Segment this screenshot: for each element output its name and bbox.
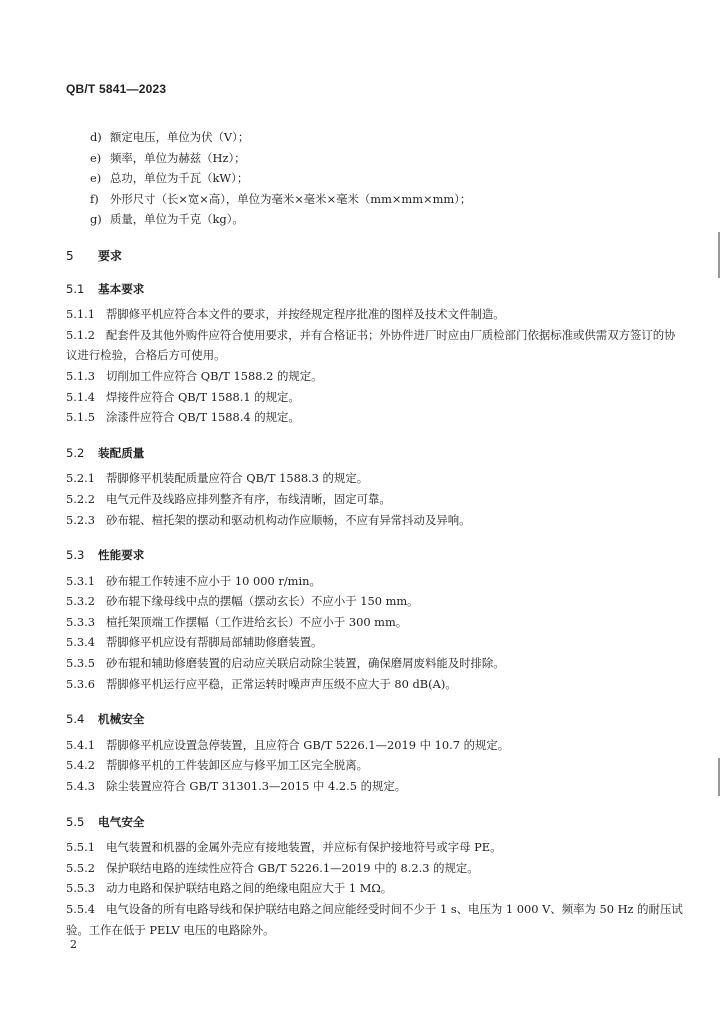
clause — [66, 632, 686, 653]
clause-number: 5.1.1 — [66, 307, 95, 322]
clause-number: 5.3.3 — [66, 614, 95, 629]
subsection-number: 5.3 — [66, 548, 85, 563]
clause — [66, 837, 686, 858]
clause-text: 切削加工件应符合 QB/T 1588.2 的规定。 — [106, 368, 323, 383]
subsection-title: 电气安全 — [98, 814, 145, 829]
clause-text: 帮脚修平机应设有帮脚局部辅助修磨装置。 — [106, 635, 323, 650]
scan-edge-mark — [718, 232, 720, 278]
subsection-title: 基本要求 — [98, 281, 145, 296]
section-heading — [66, 246, 686, 267]
subsection-heading — [66, 545, 686, 566]
subsection-title: 装配质量 — [98, 445, 145, 460]
subsection-number: 5.5 — [66, 814, 85, 829]
clause-text: 焊接件应符合 QB/T 1588.1 的规定。 — [106, 389, 300, 404]
clause-text: 帮脚修平机装配质量应符合 QB/T 1588.3 的规定。 — [106, 471, 369, 486]
clause — [66, 858, 686, 879]
subsection-heading — [66, 812, 686, 833]
subsection-title: 性能要求 — [98, 548, 145, 563]
clause-text: 帮脚修平机的工件装卸区应与修平加工区完全脱离。 — [106, 758, 368, 773]
list-marker: d) — [90, 130, 102, 144]
clause-number: 5.1.4 — [66, 389, 95, 404]
clause-number: 5.3.2 — [66, 594, 95, 609]
clause-text: 砂布辊、楦托架的摆动和驱动机构动作应顺畅，不应有异常抖动及异响。 — [106, 512, 471, 527]
clause — [66, 776, 686, 797]
list-marker: g) — [90, 212, 102, 227]
section-gap — [66, 694, 686, 704]
clause — [66, 468, 686, 489]
clause-number: 5.4.1 — [66, 737, 95, 752]
clause-text: 砂布辊和辅助修磨装置的启动应关联启动除尘装置，确保磨屑废料能及时排除。 — [106, 656, 505, 671]
clause-text: 动力电路和保护联结电路之间的绝缘电阻应大于 1 MΩ。 — [106, 881, 393, 896]
clause-number: 5.5.4 — [66, 902, 95, 916]
clause — [66, 387, 686, 408]
subsection-number: 5.1 — [66, 281, 85, 296]
subsection-heading — [66, 443, 686, 464]
clause-text: 配套件及其他外购件应符合使用要求，并有合格证书；外协件进厂时应由厂质检部门依据标准或供需双方签订的协议进行检验，合格后方可使用。 — [66, 327, 676, 363]
subsection-heading — [66, 279, 686, 300]
clause-text: 帮脚修平机运行应平稳，正常运转时噪声声压级不应大于 80 dB(A)。 — [106, 676, 457, 691]
list-text: 外形尺寸（长×宽×高），单位为毫米×毫米×毫米（mm×mm×mm）； — [110, 191, 472, 206]
clause-number: 5.1.5 — [66, 410, 95, 425]
subsection-number: 5.4 — [66, 712, 85, 727]
clause-text: 除尘装置应符合 GB/T 31301.3—2015 中 4.2.5 的规定。 — [106, 779, 407, 794]
clause-number: 5.2.2 — [66, 491, 95, 506]
list-marker: e) — [90, 150, 102, 165]
page-number: 2 — [70, 938, 77, 951]
clause-number: 5.1.2 — [66, 327, 95, 342]
section-gap — [66, 797, 686, 807]
clause-text: 电气元件及线路应排列整齐有序，布线清晰，固定可靠。 — [106, 491, 391, 506]
clause-number: 5.3.4 — [66, 635, 95, 650]
clause — [66, 591, 686, 612]
clause-text: 电气设备的所有电路导线和保护联结电路之间应能经受时间不少于 1 s、电压为 1 000 V、频率为 50 Hz 的耐压试验。工作在低于 PELV 电压的电路除外。 — [66, 902, 683, 937]
clause — [66, 510, 686, 531]
clause — [66, 878, 686, 899]
clause-text: 电气装置和机器的金属外壳应有接地装置，并应标有保护接地符号或字母 PE。 — [106, 840, 502, 855]
list — [66, 127, 686, 230]
clause — [66, 407, 686, 428]
clause-text: 帮脚修平机应符合本文件的要求，并按经规定程序批准的图样及技术文件制造。 — [106, 307, 505, 322]
clause — [66, 755, 686, 776]
list-text: 质量，单位为千克（kg）。 — [110, 212, 244, 227]
clause-number: 5.2.1 — [66, 471, 95, 486]
section-number: 5 — [66, 248, 74, 263]
clause — [66, 571, 686, 592]
list-text: 总功，单位为千瓦（kW）； — [110, 171, 249, 186]
clause — [66, 612, 686, 633]
clause-number: 5.5.1 — [66, 840, 95, 855]
clause — [66, 325, 686, 366]
subsection-number: 5.2 — [66, 445, 85, 460]
clause-text: 保护联结电路的连续性应符合 GB/T 5226.1—2019 中的 8.2.3 的规定。 — [106, 860, 479, 875]
document-body — [66, 127, 686, 940]
clause — [66, 489, 686, 510]
clause-text: 砂布辊工作转速不应小于 10 000 r/min。 — [106, 573, 321, 588]
section-title: 要求 — [98, 248, 123, 263]
list-text: 频率，单位为赫兹（Hz）； — [110, 150, 246, 165]
list-marker: e) — [90, 171, 102, 186]
standard-code: QB/T 5841—2023 — [66, 82, 167, 96]
clause-number: 5.3.6 — [66, 676, 95, 691]
clause-text: 帮脚修平机应设置急停装置，且应符合 GB/T 5226.1—2019 中 10.7 的规定。 — [106, 737, 510, 752]
clause-number: 5.1.3 — [66, 368, 95, 383]
subsection-heading — [66, 709, 686, 730]
clause-number: 5.5.3 — [66, 881, 95, 896]
clause — [66, 674, 686, 695]
clause — [66, 899, 686, 940]
section-gap — [66, 530, 686, 540]
clause — [66, 366, 686, 387]
clause-text: 楦托架顶端工作摆幅（工作进给玄长）不应小于 300 mm。 — [106, 614, 408, 629]
clause-text: 涂漆件应符合 QB/T 1588.4 的规定。 — [106, 410, 300, 425]
list-item — [90, 127, 686, 148]
scan-edge-mark — [718, 758, 720, 796]
list-item — [90, 189, 686, 210]
clause-text: 砂布辊下缘母线中点的摆幅（摆动玄长）不应小于 150 mm。 — [106, 594, 419, 609]
clause-number: 5.4.2 — [66, 758, 95, 773]
clause — [66, 304, 686, 325]
clause-number: 5.3.5 — [66, 656, 95, 671]
clause — [66, 653, 686, 674]
list-marker: f) — [90, 191, 99, 206]
clause-number: 5.3.1 — [66, 573, 95, 588]
list-item — [90, 209, 686, 230]
list-item — [90, 168, 686, 189]
clause-number: 5.5.2 — [66, 860, 95, 875]
clause-number: 5.2.3 — [66, 512, 95, 527]
clause-number: 5.4.3 — [66, 779, 95, 794]
section-gap — [66, 428, 686, 438]
clause — [66, 735, 686, 756]
list-item — [90, 148, 686, 169]
list-text: 额定电压，单位为伏（V）； — [110, 130, 250, 144]
subsection-title: 机械安全 — [98, 712, 145, 727]
